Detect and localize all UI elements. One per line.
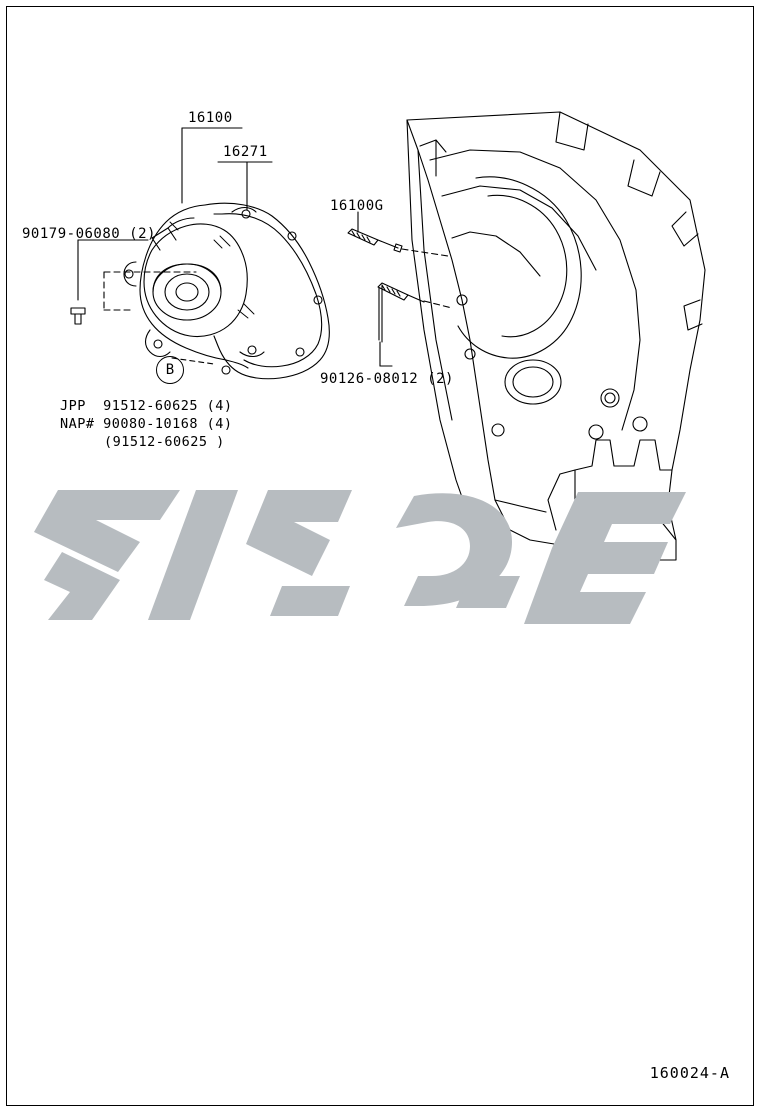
callout-jpp-line: JPP 91512-60625 (4) — [60, 398, 233, 414]
callout-pump-assy: 16100 — [188, 110, 233, 126]
callout-nap-line: NAP# 90080-10168 (4) — [60, 416, 233, 432]
callout-bolt-90126: 90126-08012 (2) — [320, 371, 454, 387]
callout-nap-alt-line: (91512-60625 ) — [104, 434, 225, 450]
diagram-code: 160024-A — [649, 1064, 730, 1082]
reference-marker-b: B — [156, 356, 184, 384]
callout-gasket: 16271 — [223, 144, 268, 160]
callout-bolt-90179: 90179-06080 (2) — [22, 226, 156, 242]
callout-stud-bolt-g: 16100G — [330, 198, 384, 214]
